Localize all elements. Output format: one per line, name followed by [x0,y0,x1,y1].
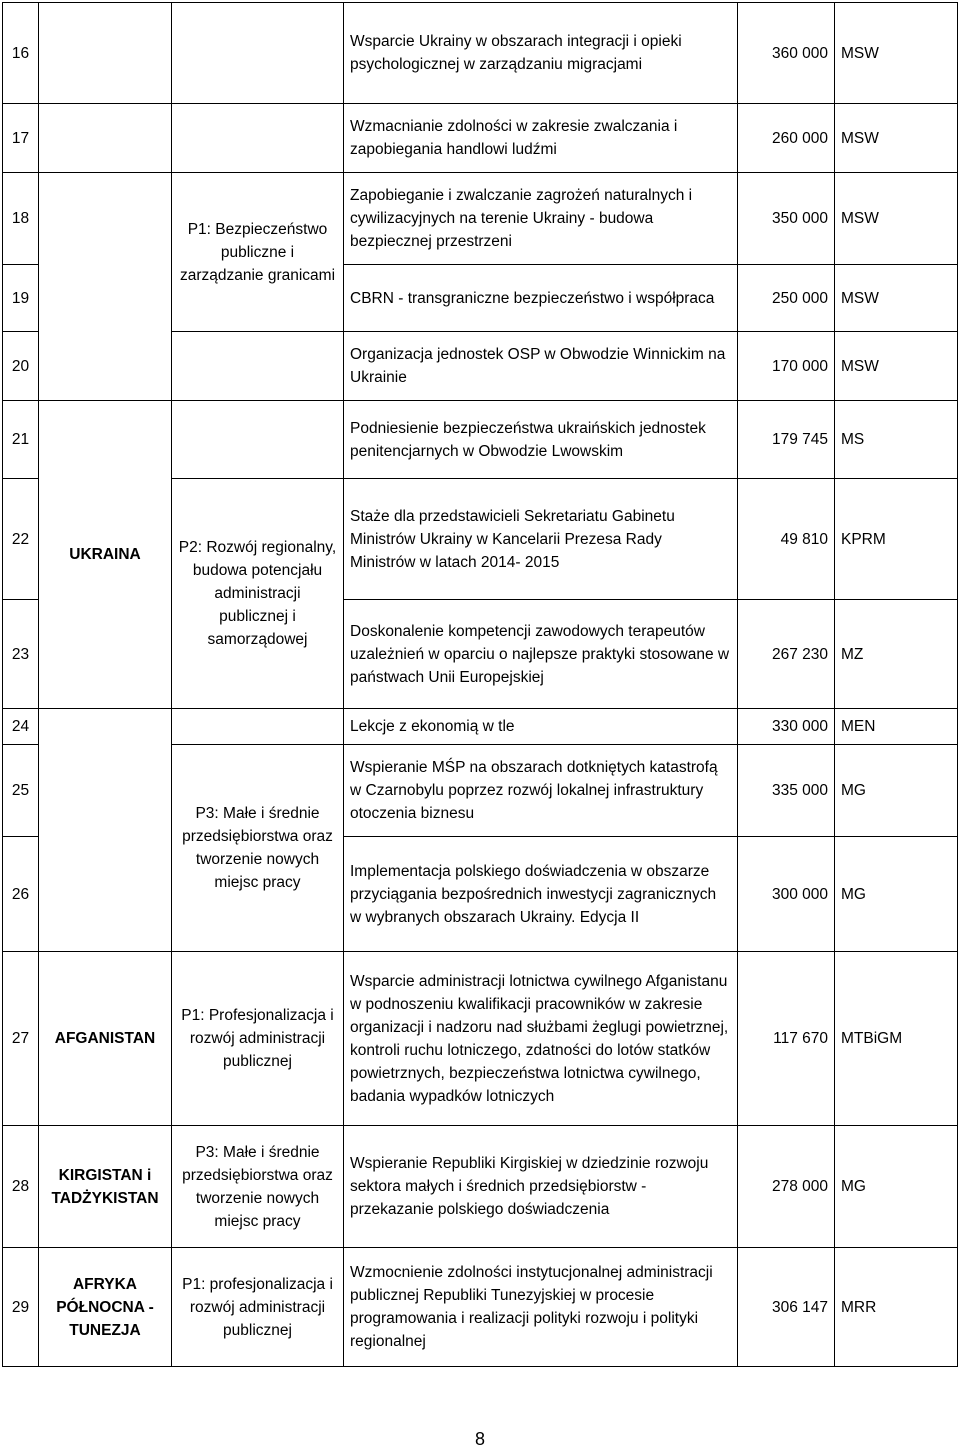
row-number: 23 [3,600,39,709]
project-description: CBRN - transgraniczne bezpieczeństwo i współpraca [344,265,738,332]
projects-table [2,2,958,1367]
project-amount: 170 000 [738,332,835,401]
table-row [3,401,958,479]
priority-cell-empty [172,3,344,104]
country-afganistan: AFGANISTAN [39,952,172,1126]
project-institution: MS [835,401,958,479]
priority-afganistan: P1: Profesjonalizacja i rozwój administracji publicznej [172,952,344,1126]
priority-cell-empty [172,401,344,479]
project-institution: KPRM [835,479,958,600]
priority-kirgistan: P3: Małe i średnie przedsiębiorstwa oraz tworzenie nowych miejsc pracy [172,1126,344,1248]
priority-cell-empty [172,104,344,173]
row-number: 16 [3,3,39,104]
priority-cell-empty [172,709,344,745]
project-institution: MZ [835,600,958,709]
row-number: 27 [3,952,39,1126]
project-description: Zapobieganie i zwalczanie zagrożeń naturalnych i cywilizacyjnych na terenie Ukrainy - budowa bezpiecznej przestrzeni [344,173,738,265]
project-amount: 250 000 [738,265,835,332]
row-number: 25 [3,745,39,837]
row-number: 24 [3,709,39,745]
priority-p1-bezpieczenstwo: P1: Bezpieczeństwo publiczne i zarządzanie granicami [172,173,344,332]
project-description: Wsparcie administracji lotnictwa cywilnego Afganistanu w podnoszeniu kwalifikacji pracowników w zakresie organizacji i nadzoru nad służbami żeglugi powietrznej, kontroli ruchu lotniczego, zdatności do lotów statków powietrznych, bezpieczeństwa lotnictwa cywilnego, badania wypadków lotniczych [344,952,738,1126]
row-number: 20 [3,332,39,401]
table-row [3,1126,958,1248]
row-number: 18 [3,173,39,265]
country-cell-empty [39,173,172,401]
project-institution: MG [835,1126,958,1248]
project-description: Staże dla przedstawicieli Sekretariatu Gabinetu Ministrów Ukrainy w Kancelarii Prezesa Rady Ministrów w latach 2014- 2015 [344,479,738,600]
project-amount: 300 000 [738,837,835,952]
project-institution: MSW [835,104,958,173]
table-row [3,952,958,1126]
project-description: Lekcje z ekonomią w tle [344,709,738,745]
table-row [3,709,958,745]
project-amount: 335 000 [738,745,835,837]
row-number: 26 [3,837,39,952]
project-amount: 360 000 [738,3,835,104]
country-cell-empty [39,3,172,104]
project-amount: 278 000 [738,1126,835,1248]
country-cell-empty [39,709,172,952]
country-kirgistan: KIRGISTAN i TADŻYKISTAN [39,1126,172,1248]
project-amount: 350 000 [738,173,835,265]
table-row [3,104,958,173]
project-institution: MRR [835,1248,958,1367]
project-description: Implementacja polskiego doświadczenia w obszarze przyciągania bezpośrednich inwestycji zagranicznych w wybranych obszarach Ukrainy. Edycja II [344,837,738,952]
priority-cell-empty [172,332,344,401]
row-number: 17 [3,104,39,173]
project-description: Organizacja jednostek OSP w Obwodzie Winnickim na Ukrainie [344,332,738,401]
project-institution: MSW [835,265,958,332]
row-number: 21 [3,401,39,479]
project-institution: MG [835,745,958,837]
table-row [3,1248,958,1367]
project-description: Podniesienie bezpieczeństwa ukraińskich jednostek penitencjarnych w Obwodzie Lwowskim [344,401,738,479]
country-tunezja: AFRYKA PÓŁNOCNA - TUNEZJA [39,1248,172,1367]
project-institution: MG [835,837,958,952]
project-description: Wspieranie MŚP na obszarach dotkniętych katastrofą w Czarnobylu poprzez rozwój lokalnej infrastruktury otoczenia biznesu [344,745,738,837]
project-amount: 117 670 [738,952,835,1126]
project-amount: 306 147 [738,1248,835,1367]
table-row [3,3,958,104]
project-description: Doskonalenie kompetencji zawodowych terapeutów uzależnień w oparciu o najlepsze praktyki stosowane w państwach Unii Europejskiej [344,600,738,709]
country-cell-empty [39,104,172,173]
table-row [3,173,958,265]
project-institution: MSW [835,332,958,401]
priority-tunezja: P1: profesjonalizacja i rozwój administracji publicznej [172,1248,344,1367]
project-description: Wzmocnienie zdolności instytucjonalnej administracji publicznej Republiki Tunezyjskiej w procesie programowania i realizacji polityki rozwoju i polityki regionalnej [344,1248,738,1367]
project-description: Wsparcie Ukrainy w obszarach integracji i opieki psychologicznej w zarządzaniu migracjami [344,3,738,104]
project-description: Wspieranie Republiki Kirgiskiej w dziedzinie rozwoju sektora małych i średnich przedsiębiorstw - przekazanie polskiego doświadczenia [344,1126,738,1248]
country-ukraina: UKRAINA [39,401,172,709]
project-institution: MSW [835,173,958,265]
project-institution: MTBiGM [835,952,958,1126]
row-number: 29 [3,1248,39,1367]
row-number: 22 [3,479,39,600]
project-institution: MEN [835,709,958,745]
project-amount: 267 230 [738,600,835,709]
row-number: 28 [3,1126,39,1248]
project-amount: 260 000 [738,104,835,173]
priority-p2-rozwoj: P2: Rozwój regionalny, budowa potencjału administracji publicznej i samorządowej [172,479,344,709]
project-amount: 179 745 [738,401,835,479]
project-amount: 49 810 [738,479,835,600]
project-institution: MSW [835,3,958,104]
row-number: 19 [3,265,39,332]
project-description: Wzmacnianie zdolności w zakresie zwalczania i zapobiegania handlowi ludźmi [344,104,738,173]
priority-p3-msp: P3: Małe i średnie przedsiębiorstwa oraz tworzenie nowych miejsc pracy [172,745,344,952]
page-number: 8 [474,1429,485,1449]
project-amount: 330 000 [738,709,835,745]
